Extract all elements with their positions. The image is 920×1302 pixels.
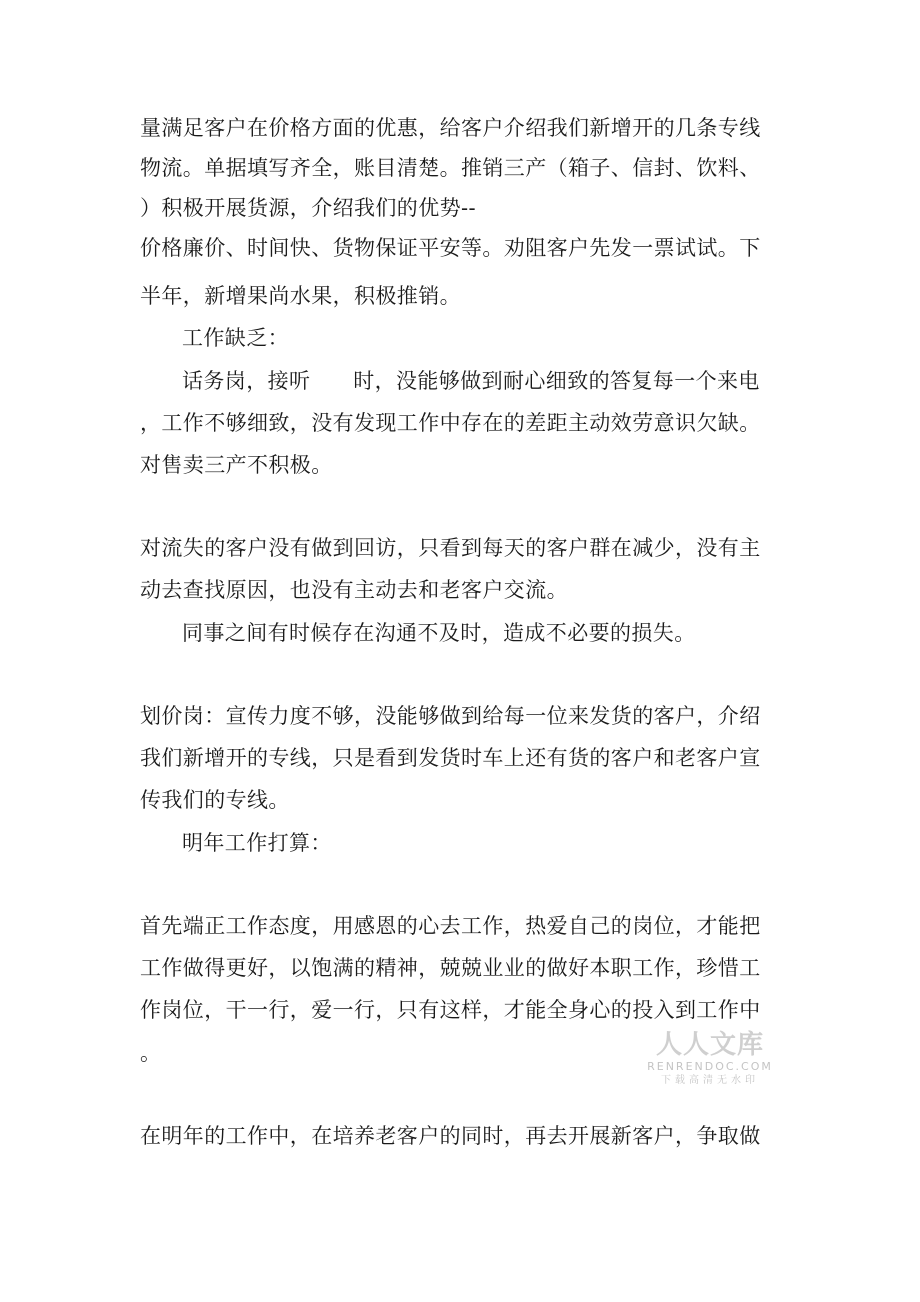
watermark-tagline: 下载高清无水印 [661,1075,759,1086]
text-line: 量满足客户在价格方面的优惠，给客户介绍我们新增开的几条专线 [140,116,761,140]
section-heading: 工作缺乏： [182,326,289,350]
text-line: 动去查找原因，也没有主动去和老客户交流。 [140,578,568,602]
text-line: 。 [140,1041,162,1065]
section-heading: 明年工作打算： [182,831,332,855]
text-line: 传我们的专线。 [140,788,290,812]
text-line: ，工作不够细致，没有发现工作中存在的差距主动效劳意识欠缺。 [140,411,761,435]
text-line: 对流失的客户没有做到回访，只看到每天的客户群在减少，没有主 [140,536,761,560]
text-line: 物流。单据填写齐全，账目清楚。推销三产（箱子、信封、饮料、 [140,156,761,180]
watermark-title: 人人文库 [655,1030,764,1060]
text-line: ）积极开展货源，介绍我们的优势-- [140,196,476,220]
text-line: 工作做得更好，以饱满的精神，兢兢业业的做好本职工作，珍惜工 [140,956,761,980]
text-line: 同事之间有时候存在沟通不及时，造成不必要的损失。 [182,621,696,645]
watermark-domain: RENRENDOC.COM [647,1060,773,1073]
text-line: 价格廉价、时间快、货物保证平安等。劝阻客户先发一票试试。下 [140,236,761,260]
text-line: 半年，新增果尚水果，积极推销。 [140,284,461,308]
text-line: 对售卖三产不积极。 [140,453,333,477]
text-line: 我们新增开的专线，只是看到发货时车上还有货的客户和老客户宣 [140,746,761,770]
text-line: 在明年的工作中，在培养老客户的同时，再去开展新客户，争取做 [140,1124,761,1148]
text-line: 作岗位，干一行，爱一行，只有这样，才能全身心的投入到工作中 [140,998,761,1022]
text-line: 首先端正工作态度，用感恩的心去工作，热爱自己的岗位，才能把 [140,914,761,938]
text-line: 划价岗：宣传力度不够，没能够做到给每一位来发货的客户，介绍 [140,704,761,728]
watermark-logo [640,1030,780,1088]
text-line: 话务岗，接听 时，没能够做到耐心细致的答复每一个来电 [182,369,760,393]
